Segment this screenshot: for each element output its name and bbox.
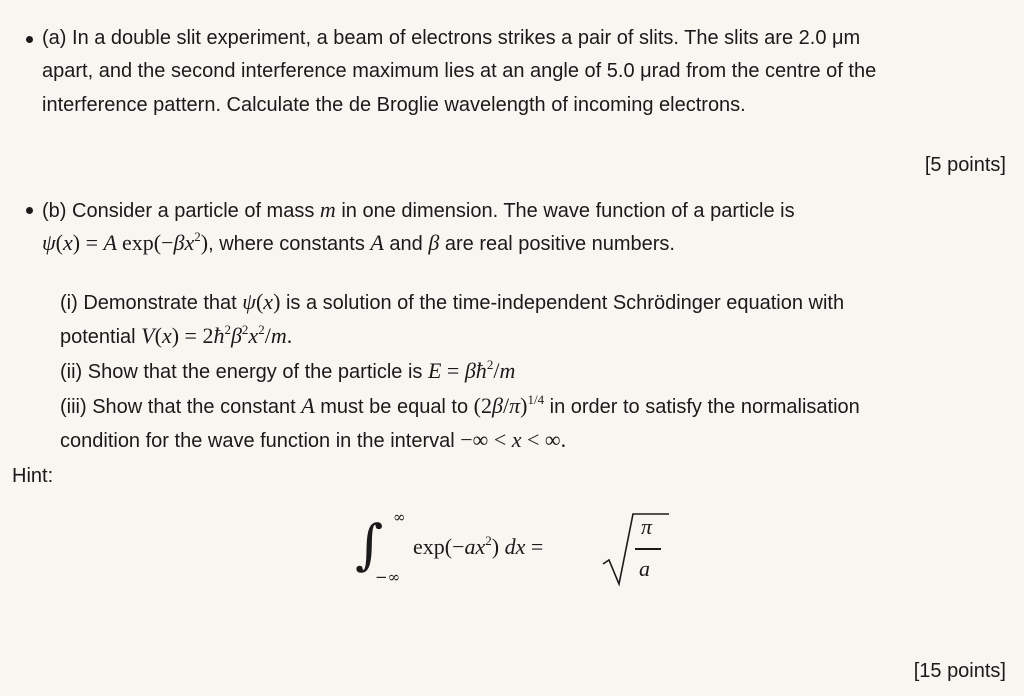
- part-b-text-1b: in one dimension. The wave function of a particle is: [335, 200, 795, 222]
- part-b-label: (b): [42, 200, 67, 222]
- part-b-iii-text-b: must be equal to: [314, 396, 474, 418]
- part-a-line-1: [42, 26, 860, 50]
- integral-lower-limit: −∞: [375, 568, 401, 586]
- part-a-line-2: apart, and the second interference maximum lies at an angle of 5.0 μrad from the centre of the: [42, 60, 877, 82]
- const-a-symbol-2: A: [301, 393, 315, 418]
- fraction-numerator: π: [641, 514, 653, 539]
- part-b-i-line-1: [60, 290, 844, 315]
- integral-sign: ∫: [355, 513, 384, 576]
- const-a-symbol: A: [370, 230, 384, 255]
- potential-eq: $V(x) = 2ħ^2\beta^2x^2/m$.: [141, 322, 293, 348]
- fraction-bar: [635, 548, 661, 550]
- part-a-text-1: In a double slit experiment, a beam of electrons strikes a pair of slits. The slits are 2.0 μm: [72, 27, 861, 49]
- hint-label: Hint:: [12, 465, 54, 487]
- part-b-iii-line-2: [60, 428, 566, 453]
- part-b-ii-line: [60, 359, 515, 384]
- part-b-i2-text-a: potential: [60, 326, 142, 348]
- part-b-text-1a: Consider a particle of mass: [72, 200, 320, 222]
- interval-eq: −∞ < x < ∞.: [460, 427, 567, 452]
- part-b-text-2b: , where constants: [208, 233, 371, 255]
- part-b-text-2d: are real positive numbers.: [439, 233, 675, 255]
- energy-eq: $E = \beta ħ^2/m$: [427, 357, 516, 383]
- part-b-text-2c: and: [383, 233, 429, 255]
- part-a-line-3: interference pattern. Calculate the de Broglie wavelength of incoming electrons.: [42, 94, 746, 116]
- const-beta-symbol: β: [428, 230, 440, 255]
- part-b-line-2: [42, 231, 675, 256]
- part-b-points: [15 points]: [913, 660, 1006, 682]
- psi-of-x: ψ(x): [242, 289, 281, 314]
- part-b-i-text-a: (i) Demonstrate that: [60, 292, 243, 314]
- sqrt-sign: [601, 512, 671, 588]
- bullet-a: [26, 36, 33, 43]
- part-b-ii-text-a: (ii) Show that the energy of the particle is: [60, 361, 428, 383]
- integrand: $\exp(-ax^2)$ dx =: [413, 533, 544, 559]
- bullet-b: [26, 207, 33, 214]
- normalisation-const: $(2\beta/\pi)^{1/4}$: [473, 392, 545, 418]
- part-b-i-text-b: is a solution of the time-independent Schrödinger equation with: [280, 292, 845, 314]
- part-b-iii-line-1: [60, 394, 860, 419]
- mass-symbol: m: [319, 197, 336, 222]
- integral-upper-limit: ∞: [393, 508, 406, 526]
- part-a-label: (a): [42, 27, 67, 49]
- wavefunction-eq: ψ(x) = A $\exp(-\beta x^2)$: [42, 229, 209, 255]
- gaussian-integral-eq: [355, 508, 675, 588]
- part-b-line-1: [42, 198, 795, 223]
- part-b-i-line-2: [60, 324, 292, 349]
- part-b-iii2-text-a: condition for the wave function in the interval: [60, 430, 461, 452]
- part-a-points: [5 points]: [924, 154, 1006, 176]
- fraction-denominator: a: [639, 556, 650, 581]
- part-b-iii-text-c: in order to satisfy the normalisation: [544, 396, 860, 418]
- part-b-iii-text-a: (iii) Show that the constant: [60, 396, 302, 418]
